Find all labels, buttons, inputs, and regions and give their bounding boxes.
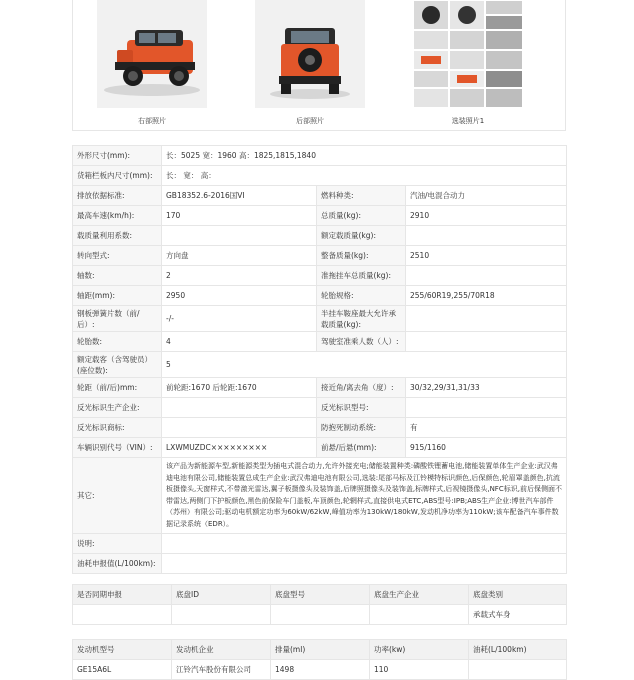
spec-value: 长：5025 宽：1960 高：1825,1815,1840 xyxy=(162,146,567,166)
spec-row xyxy=(73,206,567,226)
spec-row-other xyxy=(73,458,567,534)
engine-cell: GE15A6L xyxy=(73,660,172,680)
engine-header: 发动机企业 xyxy=(172,640,271,660)
spec-row xyxy=(73,266,567,286)
spec-key: 整备质量(kg): xyxy=(317,246,406,266)
spec-key: 转向型式: xyxy=(73,246,162,266)
spec-key: 反光标识生产企业: xyxy=(73,398,162,418)
chassis-cell xyxy=(271,605,370,625)
chassis-header: 底盘生产企业 xyxy=(370,585,469,605)
spec-value: 170 xyxy=(162,206,317,226)
spec-value: 2910 xyxy=(406,206,567,226)
spec-row-fuel xyxy=(73,554,567,574)
spec-row-seats xyxy=(73,352,567,378)
engine-data-row xyxy=(73,660,567,680)
photo-gallery xyxy=(72,0,566,131)
spec-row-cargo-box xyxy=(73,166,567,186)
chassis-cell xyxy=(370,605,469,625)
spec-row xyxy=(73,226,567,246)
spec-value xyxy=(162,534,567,554)
photo-right[interactable] xyxy=(97,0,207,126)
engine-cell: 江铃汽车股份有限公司 xyxy=(172,660,271,680)
spec-value: 有 xyxy=(406,418,567,438)
spec-key: 驾驶室准乘人数（人）: xyxy=(317,332,406,352)
spec-row xyxy=(73,286,567,306)
photo-caption: 选装照片1 xyxy=(451,117,485,125)
spec-key: 货箱栏板内尺寸(mm): xyxy=(73,166,162,186)
engine-header: 油耗(L/100km) xyxy=(469,640,567,660)
engine-cell: 1498 xyxy=(271,660,370,680)
spec-value: 前轮距:1670 后轮距:1670 xyxy=(162,378,317,398)
spec-key: 轴数: xyxy=(73,266,162,286)
engine-cell xyxy=(469,660,567,680)
spec-row xyxy=(73,332,567,352)
spec-value: 5 xyxy=(162,352,567,378)
spec-key: 油耗申报值(L/100km): xyxy=(73,554,162,574)
spec-value: 915/1160 xyxy=(406,438,567,458)
spec-value: 255/60R19,255/70R18 xyxy=(406,286,567,306)
spec-key: 准拖挂车总质量(kg): xyxy=(317,266,406,286)
chassis-header: 底盘型号 xyxy=(271,585,370,605)
spec-value xyxy=(406,398,567,418)
spec-key: 轮距（前/后)mm: xyxy=(73,378,162,398)
chassis-table xyxy=(72,584,567,625)
optional-photo-collage xyxy=(413,0,523,108)
engine-header-row xyxy=(73,640,567,660)
chassis-header: 底盘ID xyxy=(172,585,271,605)
spec-value: 4 xyxy=(162,332,317,352)
spec-key: 轴距(mm): xyxy=(73,286,162,306)
photo-rear[interactable] xyxy=(255,0,365,126)
spec-key: 防抱死制动系统: xyxy=(317,418,406,438)
spec-key: 燃料种类: xyxy=(317,186,406,206)
spec-value xyxy=(406,306,567,332)
chassis-header: 是否同期申报 xyxy=(73,585,172,605)
spec-key: 载质量利用系数: xyxy=(73,226,162,246)
spec-value: 长： 宽： 高： xyxy=(162,166,567,186)
spec-value: GB18352.6-2016国VI xyxy=(162,186,317,206)
spec-row xyxy=(73,418,567,438)
spec-key: 半挂车鞍座最大允许承载质量(kg): xyxy=(317,306,406,332)
spec-key: 排放依据标准: xyxy=(73,186,162,206)
spec-key: 轮胎规格: xyxy=(317,286,406,306)
spec-value: 2 xyxy=(162,266,317,286)
chassis-cell xyxy=(73,605,172,625)
spec-value xyxy=(162,418,317,438)
spec-key: 轮胎数: xyxy=(73,332,162,352)
engine-header: 排量(ml) xyxy=(271,640,370,660)
spec-key: 外形尺寸(mm): xyxy=(73,146,162,166)
spec-key: 最高车速(km/h): xyxy=(73,206,162,226)
spec-value: 汽油/电混合动力 xyxy=(406,186,567,206)
spec-key: 其它: xyxy=(73,458,162,534)
spec-value: LXWMUZDC××××××××× xyxy=(162,438,317,458)
spec-value xyxy=(406,226,567,246)
engine-header: 发动机型号 xyxy=(73,640,172,660)
photo-caption: 右部照片 xyxy=(138,117,166,125)
chassis-cell xyxy=(172,605,271,625)
spec-value: 2510 xyxy=(406,246,567,266)
spec-key: 反光标识型号: xyxy=(317,398,406,418)
spec-key: 反光标识商标: xyxy=(73,418,162,438)
spec-row xyxy=(73,438,567,458)
engine-table xyxy=(72,639,567,680)
spec-value xyxy=(162,554,567,574)
photo-optional-1[interactable] xyxy=(413,0,523,126)
spec-value: 2950 xyxy=(162,286,317,306)
spec-key: 钢板弹簧片数（前/后）: xyxy=(73,306,162,332)
photo-caption: 后部照片 xyxy=(296,117,324,125)
rear-photo-image xyxy=(255,0,365,108)
spec-key: 额定载客（含驾驶员）(座位数): xyxy=(73,352,162,378)
spec-key: 额定载质量(kg): xyxy=(317,226,406,246)
spec-row xyxy=(73,186,567,206)
spec-row xyxy=(73,306,567,332)
chassis-header: 底盘类别 xyxy=(469,585,567,605)
spec-key: 车辆识别代号（VIN）: xyxy=(73,438,162,458)
spec-value xyxy=(406,332,567,352)
engine-header: 功率(kw) xyxy=(370,640,469,660)
spec-value: -/- xyxy=(162,306,317,332)
spec-key: 前悬/后悬(mm): xyxy=(317,438,406,458)
spec-key: 总质量(kg): xyxy=(317,206,406,226)
spec-value xyxy=(162,226,317,246)
spec-value: 方向盘 xyxy=(162,246,317,266)
spec-key: 接近角/离去角（度）: xyxy=(317,378,406,398)
chassis-cell: 承载式车身 xyxy=(469,605,567,625)
chassis-header-row xyxy=(73,585,567,605)
spec-value-other: 该产品为新能源车型,新能源类型为插电式混合动力,允许外接充电;储能装置种类:磷酸铁锂蓄电池,储能装置单体生产企业:武汉弗迪电池有限公司,储能装置总成生产企业:武汉弗迪电池有限公司,选装:尾部马标及江铃模特标识颜色,后保颜色,轮眉罩盖颜色,抗流板摄像头,天窗样式,不带激光雷达,翼子板摄像头及装饰盖,后牌照摄像头及装饰盖,标牌样式,后视镜摄像头,NFC标识,前后保侧面不带雷达,两侧门下护板颜色,黑色前保险车门盖板,车顶颜色,轮辋样式,直接供电式ETC,ABS型号:IPB;ABS生产企业:博世汽车部件（苏州）有限公司;驱动电机额定功率为60kW/62kW,峰值功率为130kW/180kW,发动机净功率为110kW;该车配备汽车事件数据记录系统（EDR）。 xyxy=(162,458,567,534)
spec-row-notes xyxy=(73,534,567,554)
spec-value xyxy=(162,398,317,418)
spec-row xyxy=(73,246,567,266)
spec-key: 说明: xyxy=(73,534,162,554)
engine-cell: 110 xyxy=(370,660,469,680)
spec-value xyxy=(406,266,567,286)
spec-value: 30/32,29/31,31/33 xyxy=(406,378,567,398)
spec-row xyxy=(73,398,567,418)
spec-row-dimensions xyxy=(73,146,567,166)
chassis-data-row xyxy=(73,605,567,625)
right-photo-image xyxy=(97,0,207,108)
spec-table xyxy=(72,145,567,574)
spec-row xyxy=(73,378,567,398)
